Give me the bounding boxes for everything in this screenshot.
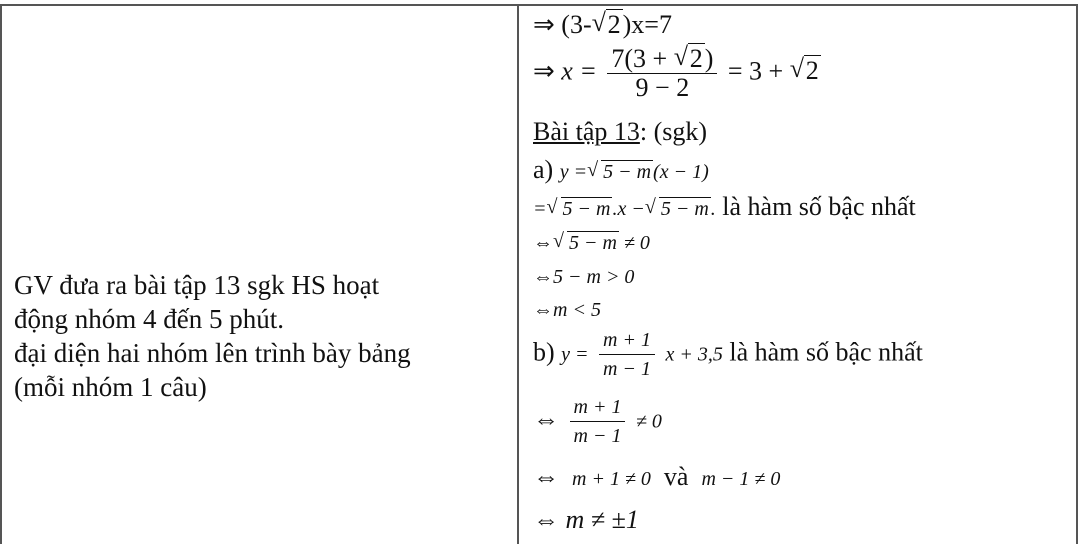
sqrt: √ 5 − m xyxy=(587,161,653,184)
part-a-cond-3: ⇔m < 5 xyxy=(533,299,601,321)
expr: x = xyxy=(561,56,597,86)
expr: = xyxy=(533,198,547,220)
sqrt: √ 5 − m xyxy=(645,198,711,221)
exercise-title: Bài tập 13 xyxy=(533,117,640,146)
part-label: a) xyxy=(533,155,554,184)
part-b-cond-1 xyxy=(533,393,662,450)
expr: y = xyxy=(561,343,589,366)
fraction: $\frac{m + 1}{m - 1}$ xyxy=(599,326,655,383)
expr: (3- xyxy=(561,10,592,39)
sqrt: √ 5 − m xyxy=(553,232,619,255)
fraction: $\frac{7(3 + √ 2)}{9 - 2}$ xyxy=(607,45,717,102)
step-2 xyxy=(533,45,821,102)
expr: m + 1 ≠ 0 xyxy=(572,468,651,490)
implies-arrow: ⇒ xyxy=(533,56,555,86)
part-a-line-2 xyxy=(533,192,916,222)
expr: ≠ 0 xyxy=(635,410,662,433)
activity-line: GV đưa ra bài tập 13 sgk HS hoạt xyxy=(14,270,380,300)
part-a-cond-2: ⇔5 − m > 0 xyxy=(533,266,635,288)
description: là hàm số bậc nhất xyxy=(722,337,923,367)
part-b-line-1 xyxy=(533,326,923,383)
expr: = 3 + xyxy=(727,56,790,86)
expr: (x − 1) xyxy=(653,161,709,183)
iff-arrow: ⇔ xyxy=(533,462,559,491)
teacher-activity-cell xyxy=(14,268,514,404)
expr: x + 3,5 xyxy=(665,343,723,366)
implies-arrow: ⇒ xyxy=(533,10,555,39)
iff-arrow: ⇔ xyxy=(533,232,553,254)
exercise-suffix: : (sgk) xyxy=(639,117,708,146)
expr: . xyxy=(710,198,716,220)
activity-line: đại diện hai nhóm lên trình bày bảng xyxy=(14,338,411,368)
column-divider xyxy=(517,4,519,544)
expr: y = xyxy=(559,161,588,183)
activity-line: động nhóm 4 đến 5 phút. xyxy=(14,304,284,334)
expr: )x=7 xyxy=(622,10,672,39)
expr: .x − xyxy=(612,198,645,220)
sqrt: √ 5 − m xyxy=(547,198,613,221)
part-b-cond-2 xyxy=(533,462,780,492)
step-1 xyxy=(533,10,672,40)
sqrt: √ 2 xyxy=(790,56,821,86)
part-b-cond-3: ⇔ m ≠ ±1 xyxy=(533,505,639,534)
part-a-cond-1 xyxy=(533,232,650,255)
description: là hàm số bậc nhất xyxy=(715,192,916,221)
part-a-line-1 xyxy=(533,155,709,185)
sqrt: √ 2 xyxy=(592,10,623,40)
part-label: b) xyxy=(533,337,555,367)
fraction: $\frac{m + 1}{m - 1}$ xyxy=(570,393,626,450)
conjunction: và xyxy=(663,462,689,491)
expr: m − 1 ≠ 0 xyxy=(701,468,781,490)
exercise-heading xyxy=(533,117,707,147)
expr: ≠ 0 xyxy=(618,232,650,254)
iff-arrow: ⇔ xyxy=(533,404,559,434)
activity-line: (mỗi nhóm 1 câu) xyxy=(14,372,207,402)
